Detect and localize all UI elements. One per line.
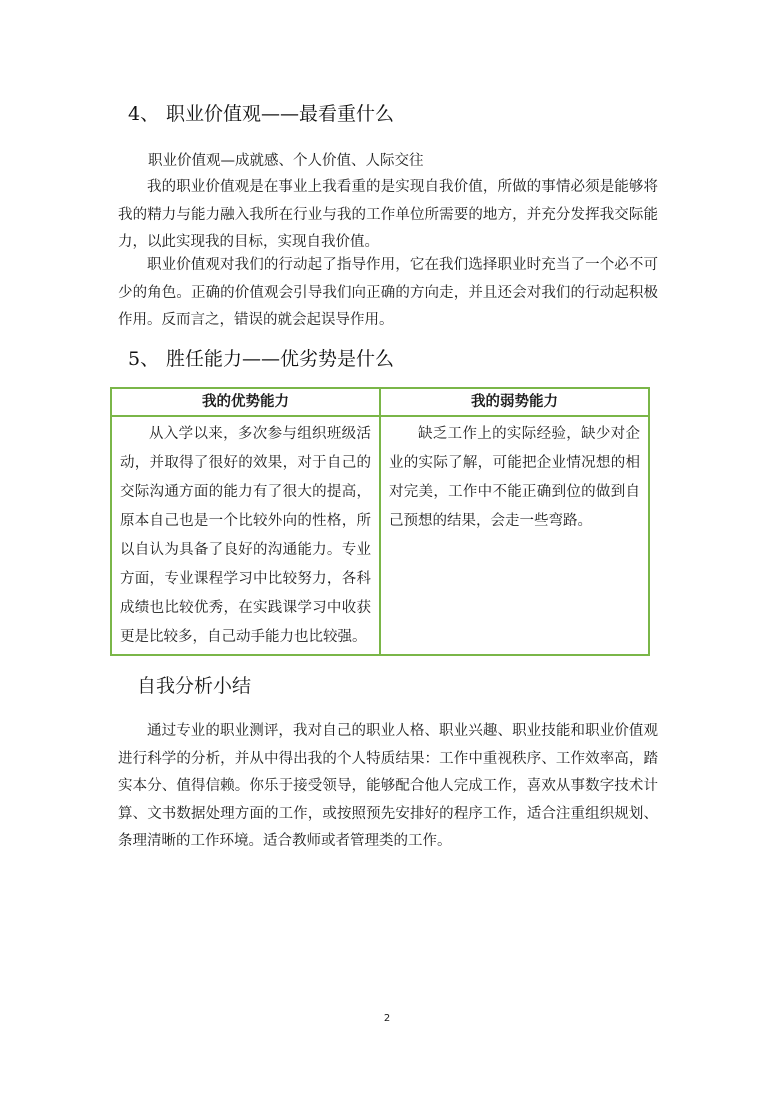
summary-paragraph: 通过专业的职业测评，我对自己的职业人格、职业兴趣、职业技能和职业价值观进行科学的分析，并从中得出我的个人特质结果：工作中重视秩序、工作效率高，踏实本分、值得信赖。你乐于接受领导，能够配合他人完成工作，喜欢从事数字技术计算、文书数据处理方面的工作，或按照预先安排好的程序工作，适合注重组织规划、条理清晰的工作环境。适合教师或者管理类的工作。 bbox=[118, 723, 658, 849]
page-number: 2 bbox=[383, 1013, 391, 1024]
ability-table bbox=[110, 387, 650, 656]
section-4-number: 4、 bbox=[128, 103, 160, 125]
section-5-number: 5、 bbox=[128, 348, 160, 370]
weaknesses-text: 缺乏工作上的实际经验，缺少对企业的实际了解，可能把企业情况想的相对完美，工作中不能正确到位的做到自己预想的结果，会走一些弯路。 bbox=[389, 426, 640, 529]
ability-table-header-row bbox=[111, 388, 649, 416]
section-5-heading bbox=[128, 345, 394, 373]
weaknesses-header: 我的弱势能力 bbox=[380, 388, 649, 416]
section-4-heading bbox=[128, 100, 394, 128]
section-4-title: 职业价值观——最看重什么 bbox=[166, 103, 395, 125]
weaknesses-cell bbox=[380, 416, 649, 655]
ability-table-row bbox=[111, 416, 649, 655]
strengths-cell bbox=[111, 416, 380, 655]
strengths-header: 我的优势能力 bbox=[111, 388, 380, 416]
strengths-text: 从入学以来，多次参与组织班级活动，并取得了很好的效果，对于自己的交际沟通方面的能力有了很大的提高，原本自己也是一个比较外向的性格，所以自认为具备了良好的沟通能力。专业方面，专业课程学习中比较努力，各科成绩也比较优秀，在实践课学习中收获更是比较多，自己动手能力也比较强。 bbox=[120, 426, 371, 645]
section-5-title: 胜任能力——优劣势是什么 bbox=[166, 348, 395, 370]
section-4-paragraph-1: 我的职业价值观是在事业上我看重的是实现自我价值，所做的事情必须是能够将我的精力与能力融入我所在行业与我的工作单位所需要的地方，并充分发挥我交际能力，以此实现我的目标，实现自我价值。 bbox=[118, 179, 658, 250]
summary-heading: 自我分析小结 bbox=[137, 675, 252, 697]
section-4-paragraph-2: 职业价值观对我们的行动起了指导作用，它在我们选择职业时充当了一个必不可少的角色。正确的价值观会引导我们向正确的方向走，并且还会对我们的行动起积极作用。反而言之，错误的就会起误导作用。 bbox=[118, 257, 658, 328]
section-4-intro: 职业价值观—成就感、个人价值、人际交往 bbox=[148, 153, 424, 169]
